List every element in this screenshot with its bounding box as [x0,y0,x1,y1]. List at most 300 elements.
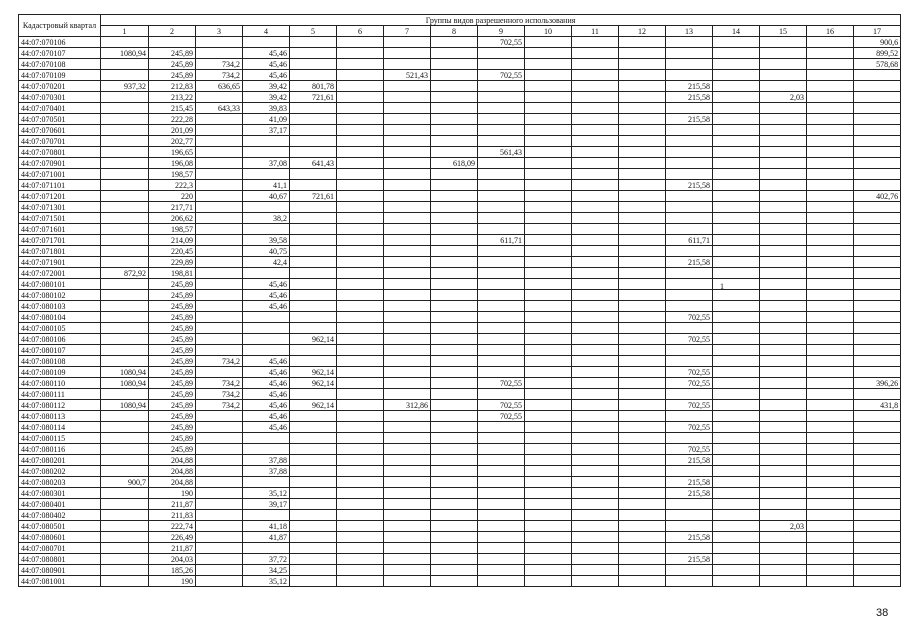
value-cell: 201,09 [149,125,196,136]
value-cell: 734,2 [196,400,243,411]
value-cell [431,301,478,312]
value-cell [101,543,149,554]
value-cell [290,444,337,455]
value-cell [290,202,337,213]
value-cell [101,213,149,224]
value-cell [525,543,572,554]
value-cell [337,279,384,290]
value-cell: 37,08 [243,158,290,169]
value-cell [760,565,807,576]
value-cell: 204,88 [149,477,196,488]
land-use-table [18,14,901,587]
value-cell [478,312,525,323]
value-cell [713,411,760,422]
value-cell [807,92,854,103]
value-cell [431,290,478,301]
value-cell: 215,58 [666,488,713,499]
value-cell [243,477,290,488]
stray-mark: 1 [720,282,724,291]
value-cell [619,378,666,389]
value-cell [854,114,901,125]
value-cell [525,466,572,477]
value-cell [101,92,149,103]
value-cell [619,114,666,125]
value-cell [384,433,431,444]
value-cell: 245,89 [149,389,196,400]
value-cell [196,510,243,521]
value-cell [807,411,854,422]
value-cell: 211,87 [149,543,196,554]
value-cell [196,455,243,466]
value-cell [666,136,713,147]
value-cell [384,114,431,125]
value-cell [290,576,337,587]
value-cell [619,499,666,510]
value-cell [337,411,384,422]
value-cell [760,444,807,455]
value-cell [101,169,149,180]
kvartal-cell: 44:07:080114 [19,422,101,433]
value-cell [337,37,384,48]
column-number: 15 [760,26,807,37]
value-cell [196,554,243,565]
value-cell [243,147,290,158]
value-cell [854,103,901,114]
table-row [19,279,901,290]
value-cell: 245,89 [149,367,196,378]
value-cell [337,147,384,158]
value-cell [525,125,572,136]
value-cell [572,279,619,290]
value-cell [619,103,666,114]
value-cell [713,488,760,499]
value-cell [525,180,572,191]
table-row [19,103,901,114]
value-cell: 213,22 [149,92,196,103]
value-cell [572,59,619,70]
kvartal-cell: 44:07:080115 [19,433,101,444]
value-cell [666,202,713,213]
value-cell [807,444,854,455]
value-cell [431,103,478,114]
value-cell [101,70,149,81]
value-cell [854,444,901,455]
value-cell [478,125,525,136]
kvartal-cell: 44:07:071801 [19,246,101,257]
value-cell [196,422,243,433]
value-cell [196,521,243,532]
value-cell [337,565,384,576]
kvartal-header: Кадастровый квартал [19,15,101,37]
table-row [19,312,901,323]
value-cell [478,290,525,301]
value-cell [525,334,572,345]
value-cell [807,257,854,268]
table-row [19,389,901,400]
table-row [19,301,901,312]
value-cell: 721,61 [290,92,337,103]
value-cell [619,191,666,202]
value-cell [384,576,431,587]
value-cell [666,103,713,114]
value-cell: 45,46 [243,389,290,400]
value-cell [525,356,572,367]
value-cell [572,455,619,466]
kvartal-cell: 44:07:080116 [19,444,101,455]
value-cell [384,444,431,455]
value-cell [854,136,901,147]
value-cell [760,180,807,191]
column-number: 8 [431,26,478,37]
value-cell [478,246,525,257]
value-cell [196,499,243,510]
value-cell [713,334,760,345]
value-cell [337,543,384,554]
value-cell [713,81,760,92]
value-cell [760,323,807,334]
value-cell [572,356,619,367]
value-cell [572,444,619,455]
value-cell [525,191,572,202]
value-cell [854,411,901,422]
value-cell [290,48,337,59]
value-cell [290,389,337,400]
value-cell [713,521,760,532]
value-cell [384,103,431,114]
table-row [19,554,901,565]
value-cell [619,169,666,180]
value-cell: 211,83 [149,510,196,521]
value-cell: 245,89 [149,400,196,411]
kvartal-cell: 44:07:070501 [19,114,101,125]
value-cell [431,246,478,257]
value-cell [196,279,243,290]
value-cell [619,202,666,213]
value-cell [854,158,901,169]
value-cell [384,323,431,334]
value-cell [854,477,901,488]
value-cell [572,103,619,114]
value-cell [666,268,713,279]
kvartal-cell: 44:07:080104 [19,312,101,323]
value-cell [854,389,901,400]
column-number: 14 [713,26,760,37]
value-cell [337,455,384,466]
value-cell [384,136,431,147]
kvartal-cell: 44:07:071301 [19,202,101,213]
value-cell [478,257,525,268]
value-cell [666,290,713,301]
value-cell [666,213,713,224]
value-cell [760,81,807,92]
value-cell [760,488,807,499]
value-cell [572,213,619,224]
value-cell [854,202,901,213]
value-cell [337,312,384,323]
value-cell [384,477,431,488]
value-cell: 643,33 [196,103,243,114]
value-cell [666,224,713,235]
value-cell [666,576,713,587]
value-cell [384,378,431,389]
value-cell: 618,09 [431,158,478,169]
value-cell: 206,62 [149,213,196,224]
value-cell [760,345,807,356]
value-cell [431,356,478,367]
value-cell: 220 [149,191,196,202]
value-cell [666,301,713,312]
table-row [19,510,901,521]
value-cell [196,268,243,279]
value-cell [101,389,149,400]
value-cell [572,136,619,147]
value-cell [572,169,619,180]
value-cell [525,499,572,510]
kvartal-cell: 44:07:072001 [19,268,101,279]
value-cell [572,125,619,136]
kvartal-cell: 44:07:071701 [19,235,101,246]
value-cell [807,477,854,488]
value-cell: 40,67 [243,191,290,202]
value-cell [713,224,760,235]
value-cell [760,411,807,422]
value-cell [666,125,713,136]
value-cell [760,367,807,378]
value-cell [854,235,901,246]
value-cell [619,411,666,422]
value-cell [572,114,619,125]
kvartal-cell: 44:07:080110 [19,378,101,389]
value-cell [196,158,243,169]
table-row [19,257,901,268]
value-cell [101,422,149,433]
value-cell [666,543,713,554]
value-cell [196,224,243,235]
value-cell [290,312,337,323]
value-cell [760,103,807,114]
value-cell [854,334,901,345]
value-cell: 245,89 [149,59,196,70]
value-cell: 215,58 [666,477,713,488]
value-cell [854,301,901,312]
value-cell [854,70,901,81]
value-cell [572,334,619,345]
value-cell [101,136,149,147]
kvartal-cell: 44:07:080106 [19,334,101,345]
value-cell [760,48,807,59]
value-cell [101,191,149,202]
kvartal-cell: 44:07:080202 [19,466,101,477]
kvartal-cell: 44:07:070201 [19,81,101,92]
value-cell [854,455,901,466]
value-cell: 1080,94 [101,378,149,389]
value-cell [760,268,807,279]
value-cell [807,334,854,345]
value-cell [572,290,619,301]
kvartal-cell: 44:07:070106 [19,37,101,48]
kvartal-cell: 44:07:080109 [19,367,101,378]
value-cell [619,532,666,543]
kvartal-cell: 44:07:080201 [19,455,101,466]
value-cell [713,499,760,510]
table-row [19,158,901,169]
table-row [19,114,901,125]
value-cell: 962,14 [290,334,337,345]
value-cell [337,400,384,411]
value-cell: 215,58 [666,554,713,565]
value-cell: 900,7 [101,477,149,488]
value-cell [572,81,619,92]
value-cell [619,554,666,565]
value-cell: 702,55 [478,37,525,48]
value-cell [384,48,431,59]
value-cell [290,268,337,279]
value-cell: 937,32 [101,81,149,92]
value-cell [290,279,337,290]
value-cell [243,334,290,345]
value-cell [337,367,384,378]
value-cell [572,301,619,312]
table-row [19,532,901,543]
value-cell [807,312,854,323]
value-cell [854,323,901,334]
kvartal-cell: 44:07:080601 [19,532,101,543]
value-cell: 900,6 [854,37,901,48]
value-cell [666,411,713,422]
value-cell [101,202,149,213]
value-cell [572,323,619,334]
value-cell [807,422,854,433]
value-cell [101,510,149,521]
value-cell [572,202,619,213]
value-cell [619,213,666,224]
value-cell [525,301,572,312]
value-cell: 801,78 [290,81,337,92]
value-cell [290,499,337,510]
value-cell [384,180,431,191]
kvartal-cell: 44:07:071201 [19,191,101,202]
kvartal-cell: 44:07:080111 [19,389,101,400]
value-cell [572,246,619,257]
value-cell [337,136,384,147]
value-cell [337,81,384,92]
value-cell [431,323,478,334]
value-cell [431,543,478,554]
value-cell [854,290,901,301]
value-cell [478,499,525,510]
value-cell [384,521,431,532]
value-cell [196,488,243,499]
value-cell [666,37,713,48]
header-row-numbers [19,26,901,37]
kvartal-cell: 44:07:080701 [19,543,101,554]
value-cell: 196,08 [149,158,196,169]
value-cell: 245,89 [149,433,196,444]
value-cell [572,48,619,59]
value-cell [525,411,572,422]
value-cell: 561,43 [478,147,525,158]
value-cell [666,279,713,290]
value-cell [572,411,619,422]
value-cell [572,92,619,103]
value-cell [337,125,384,136]
value-cell [478,92,525,103]
value-cell: 198,57 [149,169,196,180]
value-cell [384,125,431,136]
value-cell [713,136,760,147]
value-cell [431,576,478,587]
value-cell [525,92,572,103]
value-cell [666,158,713,169]
value-cell [101,246,149,257]
value-cell: 312,86 [384,400,431,411]
value-cell [807,158,854,169]
value-cell [760,169,807,180]
value-cell: 215,58 [666,81,713,92]
value-cell [431,224,478,235]
table-row [19,235,901,246]
value-cell [290,257,337,268]
value-cell: 245,89 [149,279,196,290]
value-cell [431,345,478,356]
value-cell [196,92,243,103]
value-cell [196,202,243,213]
value-cell: 245,89 [149,411,196,422]
value-cell [619,488,666,499]
value-cell [807,565,854,576]
value-cell [290,246,337,257]
value-cell [854,81,901,92]
value-cell: 2,03 [760,521,807,532]
value-cell [431,400,478,411]
table-row [19,81,901,92]
value-cell [384,301,431,312]
value-cell: 222,28 [149,114,196,125]
value-cell [431,532,478,543]
value-cell [619,389,666,400]
value-cell [384,224,431,235]
value-cell [431,499,478,510]
value-cell [243,169,290,180]
value-cell: 702,55 [666,400,713,411]
value-cell [196,532,243,543]
value-cell [525,114,572,125]
value-cell [713,565,760,576]
column-number: 11 [572,26,619,37]
value-cell [337,576,384,587]
value-cell [713,257,760,268]
value-cell [101,235,149,246]
value-cell [807,554,854,565]
value-cell [337,521,384,532]
value-cell [431,466,478,477]
value-cell [713,312,760,323]
kvartal-cell: 44:07:081001 [19,576,101,587]
value-cell [666,356,713,367]
value-cell: 204,88 [149,466,196,477]
value-cell [196,191,243,202]
value-cell: 45,46 [243,48,290,59]
value-cell [760,334,807,345]
value-cell: 245,89 [149,334,196,345]
value-cell [101,279,149,290]
value-cell: 42,4 [243,257,290,268]
value-cell [666,323,713,334]
value-cell [290,466,337,477]
kvartal-cell: 44:07:080801 [19,554,101,565]
value-cell [431,389,478,400]
value-cell [384,235,431,246]
